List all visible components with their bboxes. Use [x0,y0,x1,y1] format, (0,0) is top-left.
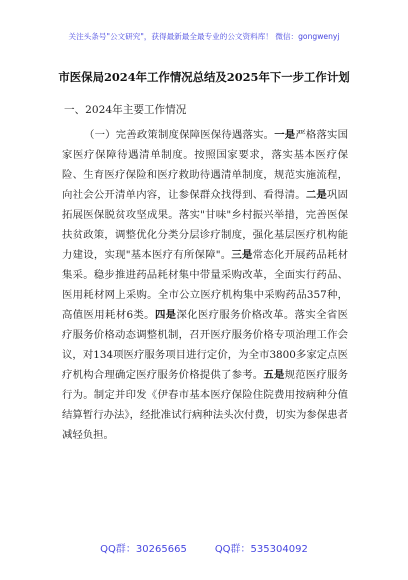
paragraph-run: 深化医疗服务价格改革。落实全省医疗服务价格动态调整机制，召开医疗服务价格专项治理工作会议，对134项医疗服务项目进行定价，为全市3800多家定点医疗机构合理确定医疗服务价格提供了参考。 [62,309,349,381]
paragraph [62,125,348,445]
emphasis-run: 二是 [305,189,328,201]
emphasis-run: 五是 [263,369,285,381]
paragraph-run: 严格落实国家医疗保障待遇清单制度。按照国家要求，落实基本医疗保险、生育医疗保险和医疗救助待遇清单制度，规范实施流程，向社会公开清单内容，让参保群众找得到、看得清。 [62,129,349,201]
qq-group-2: QQ群：535304092 [214,544,308,555]
promo-banner: 关注头条号"公文研究"，获得最新最全最专业的公文资料库！ 微信：gongwenyj [68,32,340,41]
document-body [62,125,348,445]
paragraph-run: 常态化开展药品耗材集采。稳步推进药品耗材集中带量采购改革，全面实行药品、医用耗材网上采购。全市公立医疗机构集中采购药品357种，高值医用耗材6类。 [62,249,349,321]
emphasis-run: 四是 [154,309,177,321]
footer-qq-groups [0,540,408,555]
paragraph-run: 巩固拓展医保脱贫攻坚成果。落实"甘味"乡村振兴举措，完善医保扶贫政策，调整优化分类分层诊疗制度，强化基层医疗机构能力建设，实现"基本医疗有所保障"。 [62,189,349,261]
qq-group-1: QQ群：30265665 [100,544,187,555]
emphasis-run: 一是 [274,129,296,141]
document-title: 市医保局2024年工作情况总结及2025年下一步工作计划 [58,70,350,84]
emphasis-run: 三是 [231,249,253,261]
paragraph-run: 规范医疗服务行为。制定并印发《伊春市基本医疗保险住院费用按病种分值结算暂行办法》，经批准试行病种法头次付费，切实为参保患者减轻负担。 [62,369,349,441]
paragraph-run: （一）完善政策制度保障医保待遇落实。 [84,129,275,141]
section-heading: 一、2024年主要工作情况 [64,104,187,116]
